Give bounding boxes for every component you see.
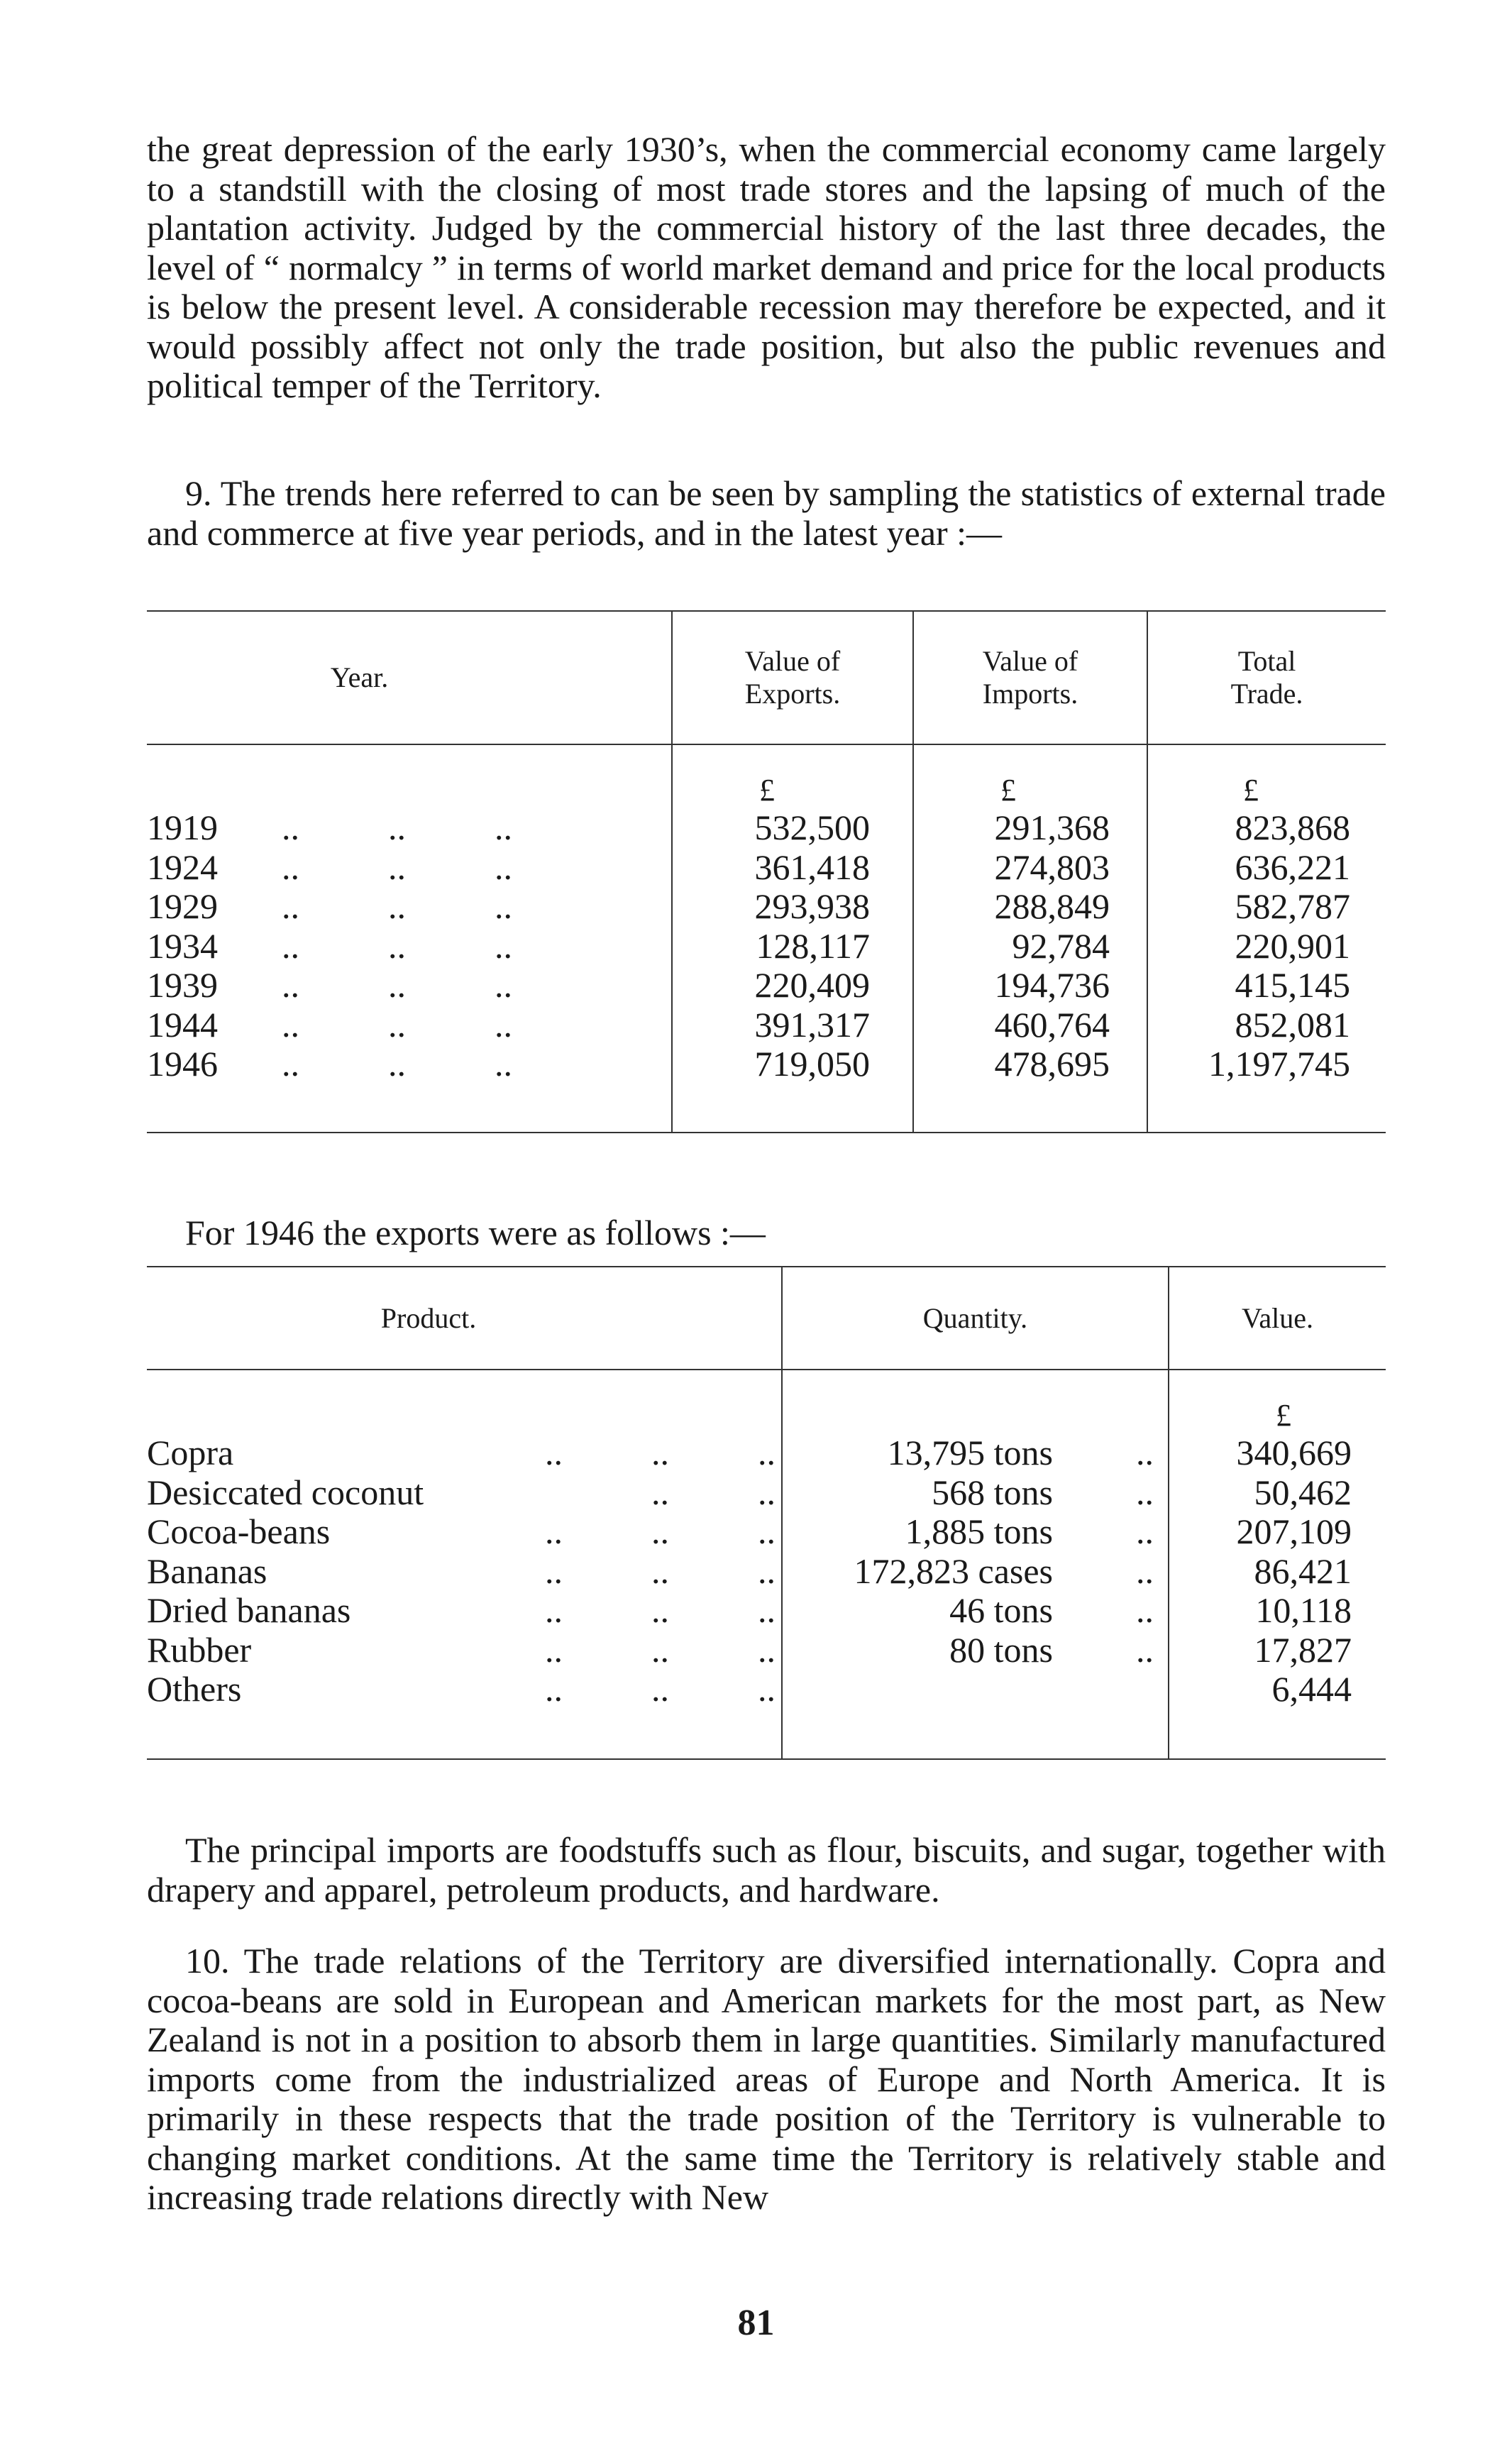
- header-product: Product.: [380, 1301, 477, 1334]
- imports-value: 291,368: [913, 808, 1147, 848]
- year-value: 1924: [147, 847, 218, 887]
- product-name: Bananas: [147, 1551, 267, 1591]
- trade-table-row: [147, 808, 1386, 848]
- quantity-value: 1,885 tons: [905, 1511, 1053, 1551]
- total-value: 636,221: [1147, 848, 1386, 888]
- header-quantity: Quantity.: [782, 1267, 1169, 1370]
- export-row: [147, 1670, 1386, 1709]
- product-cell: [147, 1631, 782, 1670]
- export-row: [147, 1473, 1386, 1513]
- product-cell: [147, 1552, 782, 1592]
- product-cell: [147, 1473, 782, 1513]
- year-value: 1946: [147, 1044, 218, 1084]
- trade-table-body: [147, 808, 1386, 1084]
- year-cell: [147, 927, 672, 966]
- currency-symbol: £: [672, 773, 913, 808]
- exports-table-header: [147, 1267, 1386, 1370]
- dot-leaders: .. .. ..: [545, 1551, 776, 1591]
- product-name: Dried bananas: [147, 1590, 351, 1630]
- quantity-cell: [782, 1512, 1169, 1552]
- quantity-cell: [782, 1591, 1169, 1631]
- quantity-cell: [782, 1670, 1169, 1709]
- year-cell: [147, 808, 672, 848]
- quantity-value: 46 tons: [949, 1590, 1053, 1630]
- total-value: 415,145: [1147, 966, 1386, 1006]
- product-name: Desiccated coconut: [147, 1472, 424, 1512]
- total-value: 1,197,745: [1147, 1045, 1386, 1084]
- imports-value: 460,764: [913, 1006, 1147, 1045]
- exports-table: [147, 1266, 1386, 1760]
- year-value: 1939: [147, 965, 218, 1005]
- imports-value: 478,695: [913, 1045, 1147, 1084]
- exports-value: 532,500: [672, 808, 913, 848]
- header-exports: Value of Exports.: [672, 611, 913, 744]
- trade-table-row: [147, 887, 1386, 927]
- dot-leaders: .. .. ..: [282, 847, 512, 887]
- dot-leaders: .. .. ..: [545, 1433, 776, 1472]
- trade-table-row: [147, 966, 1386, 1006]
- dot-leaders: .. .. ..: [545, 1511, 776, 1551]
- dot-leaders: .. .. ..: [282, 1004, 512, 1045]
- product-cell: [147, 1512, 782, 1552]
- exports-value: 128,117: [672, 927, 913, 966]
- quantity-cell: [782, 1552, 1169, 1592]
- page-number: 81: [737, 2303, 775, 2343]
- product-name: Cocoa-beans: [147, 1511, 331, 1551]
- dot-leaders: .. .. ..: [282, 808, 512, 847]
- total-value: 823,868: [1147, 808, 1386, 848]
- dot-leaders: .. .. ..: [282, 1044, 512, 1084]
- quantity-cell: [782, 1631, 1169, 1670]
- exports-value: 719,050: [672, 1045, 913, 1084]
- dot-leaders: ..: [1136, 1433, 1154, 1472]
- export-value: 6,444: [1169, 1670, 1386, 1709]
- export-value: 10,118: [1169, 1591, 1386, 1631]
- imports-value: 274,803: [913, 848, 1147, 888]
- dot-leaders: ..: [1136, 1472, 1154, 1512]
- quantity-cell: [782, 1433, 1169, 1473]
- exports-caption: For 1946 the exports were as follows :—: [185, 1213, 766, 1252]
- dot-leaders: ..: [1136, 1590, 1154, 1630]
- quantity-value: 13,795 tons: [887, 1433, 1053, 1472]
- export-row: [147, 1433, 1386, 1473]
- trade-table-header: [147, 611, 1386, 744]
- dot-leaders: .. .. ..: [282, 925, 512, 966]
- trade-table-row: [147, 1006, 1386, 1045]
- imports-paragraph: The principal imports are foodstuffs such as flour, biscuits, and sugar, together with drapery and apparel, petroleum products, and hardware.: [147, 1830, 1386, 1910]
- quantity-value: 568 tons: [932, 1472, 1053, 1512]
- currency-row: [147, 773, 1386, 808]
- dot-leaders: .. .. ..: [545, 1629, 776, 1670]
- currency-row: [147, 1398, 1386, 1433]
- product-cell: [147, 1591, 782, 1631]
- imports-value: 92,784: [913, 927, 1147, 966]
- imports-value: 194,736: [913, 966, 1147, 1006]
- year-cell: [147, 966, 672, 1006]
- quantity-value: 80 tons: [949, 1629, 1053, 1670]
- paragraph-9: 9. The trends here referred to can be seen by sampling the statistics of external trade and commerce at five year periods, and in the latest year :—: [147, 473, 1386, 553]
- year-cell: [147, 887, 672, 927]
- product-name: Rubber: [147, 1629, 252, 1670]
- exports-value: 361,418: [672, 848, 913, 888]
- exports-value: 293,938: [672, 887, 913, 927]
- product-name: Copra: [147, 1433, 234, 1472]
- export-row: [147, 1512, 1386, 1552]
- exports-table-body: [147, 1433, 1386, 1709]
- exports-value: 391,317: [672, 1006, 913, 1045]
- paragraph-10: 10. The trade relations of the Territory are diversified internationally. Copra and cocoa-beans are sold in European and American markets for the most part, as New Zealand is not in a position to absorb them in large quantities. Similarly manufactured imports come from the industrialized areas of Europe and North America. It is primarily in these respects that the trade position of the Territory is vulnerable to changing market conditions. At the same time the Territory is relatively stable and increasing trade relations directly with New: [147, 1941, 1386, 2217]
- dot-leaders: .. .. ..: [545, 1669, 776, 1709]
- export-row: [147, 1631, 1386, 1670]
- quantity-value: 172,823 cases: [854, 1551, 1053, 1591]
- imports-value: 288,849: [913, 887, 1147, 927]
- export-row: [147, 1552, 1386, 1592]
- year-value: 1944: [147, 1004, 218, 1045]
- year-value: 1919: [147, 808, 218, 847]
- header-value: Value.: [1169, 1267, 1386, 1370]
- year-value: 1929: [147, 886, 218, 926]
- exports-value: 220,409: [672, 966, 913, 1006]
- export-value: 86,421: [1169, 1552, 1386, 1592]
- year-cell: [147, 1045, 672, 1084]
- currency-symbol: £: [1169, 1398, 1386, 1433]
- total-value: 582,787: [1147, 887, 1386, 927]
- product-cell: [147, 1433, 782, 1473]
- export-value: 340,669: [1169, 1433, 1386, 1473]
- trade-statistics-table: [147, 610, 1386, 1133]
- export-value: 207,109: [1169, 1512, 1386, 1552]
- currency-symbol: £: [1147, 773, 1386, 808]
- export-value: 50,462: [1169, 1473, 1386, 1513]
- year-cell: [147, 848, 672, 888]
- year-value: 1934: [147, 925, 218, 966]
- dot-leaders: .. .. ..: [282, 965, 512, 1005]
- dot-leaders: .. .. ..: [282, 886, 512, 926]
- dot-leaders: .. .. ..: [545, 1590, 776, 1630]
- header-year: Year.: [330, 661, 389, 693]
- dot-leaders: ..: [1136, 1511, 1154, 1551]
- total-value: 852,081: [1147, 1006, 1386, 1045]
- dot-leaders: ..: [1136, 1629, 1154, 1670]
- header-imports: Value of Imports.: [913, 611, 1147, 744]
- header-total: Total Trade.: [1147, 611, 1386, 744]
- total-value: 220,901: [1147, 927, 1386, 966]
- quantity-cell: [782, 1473, 1169, 1513]
- intro-paragraph: the great depression of the early 1930’s, when the commercial economy came largely to a standstill with the closing of most trade stores and the lapsing of much of the plantation activity. Judged by the commercial history of the last three decades, the level of “ normalcy ” in terms of world market demand and price for the local products is below the present level. A considerable recession may therefore be expected, and it would possibly affect not only the trade position, but also the public revenues and political temper of the Territory.: [147, 129, 1386, 405]
- year-cell: [147, 1006, 672, 1045]
- trade-table-row: [147, 927, 1386, 966]
- dot-leaders: ..: [1136, 1551, 1154, 1591]
- export-row: [147, 1591, 1386, 1631]
- dot-leaders: .. ..: [651, 1472, 776, 1512]
- currency-symbol: £: [913, 773, 1147, 808]
- trade-table-row: [147, 1045, 1386, 1084]
- trade-table-row: [147, 848, 1386, 888]
- product-cell: [147, 1670, 782, 1709]
- product-name: Others: [147, 1669, 242, 1709]
- export-value: 17,827: [1169, 1631, 1386, 1670]
